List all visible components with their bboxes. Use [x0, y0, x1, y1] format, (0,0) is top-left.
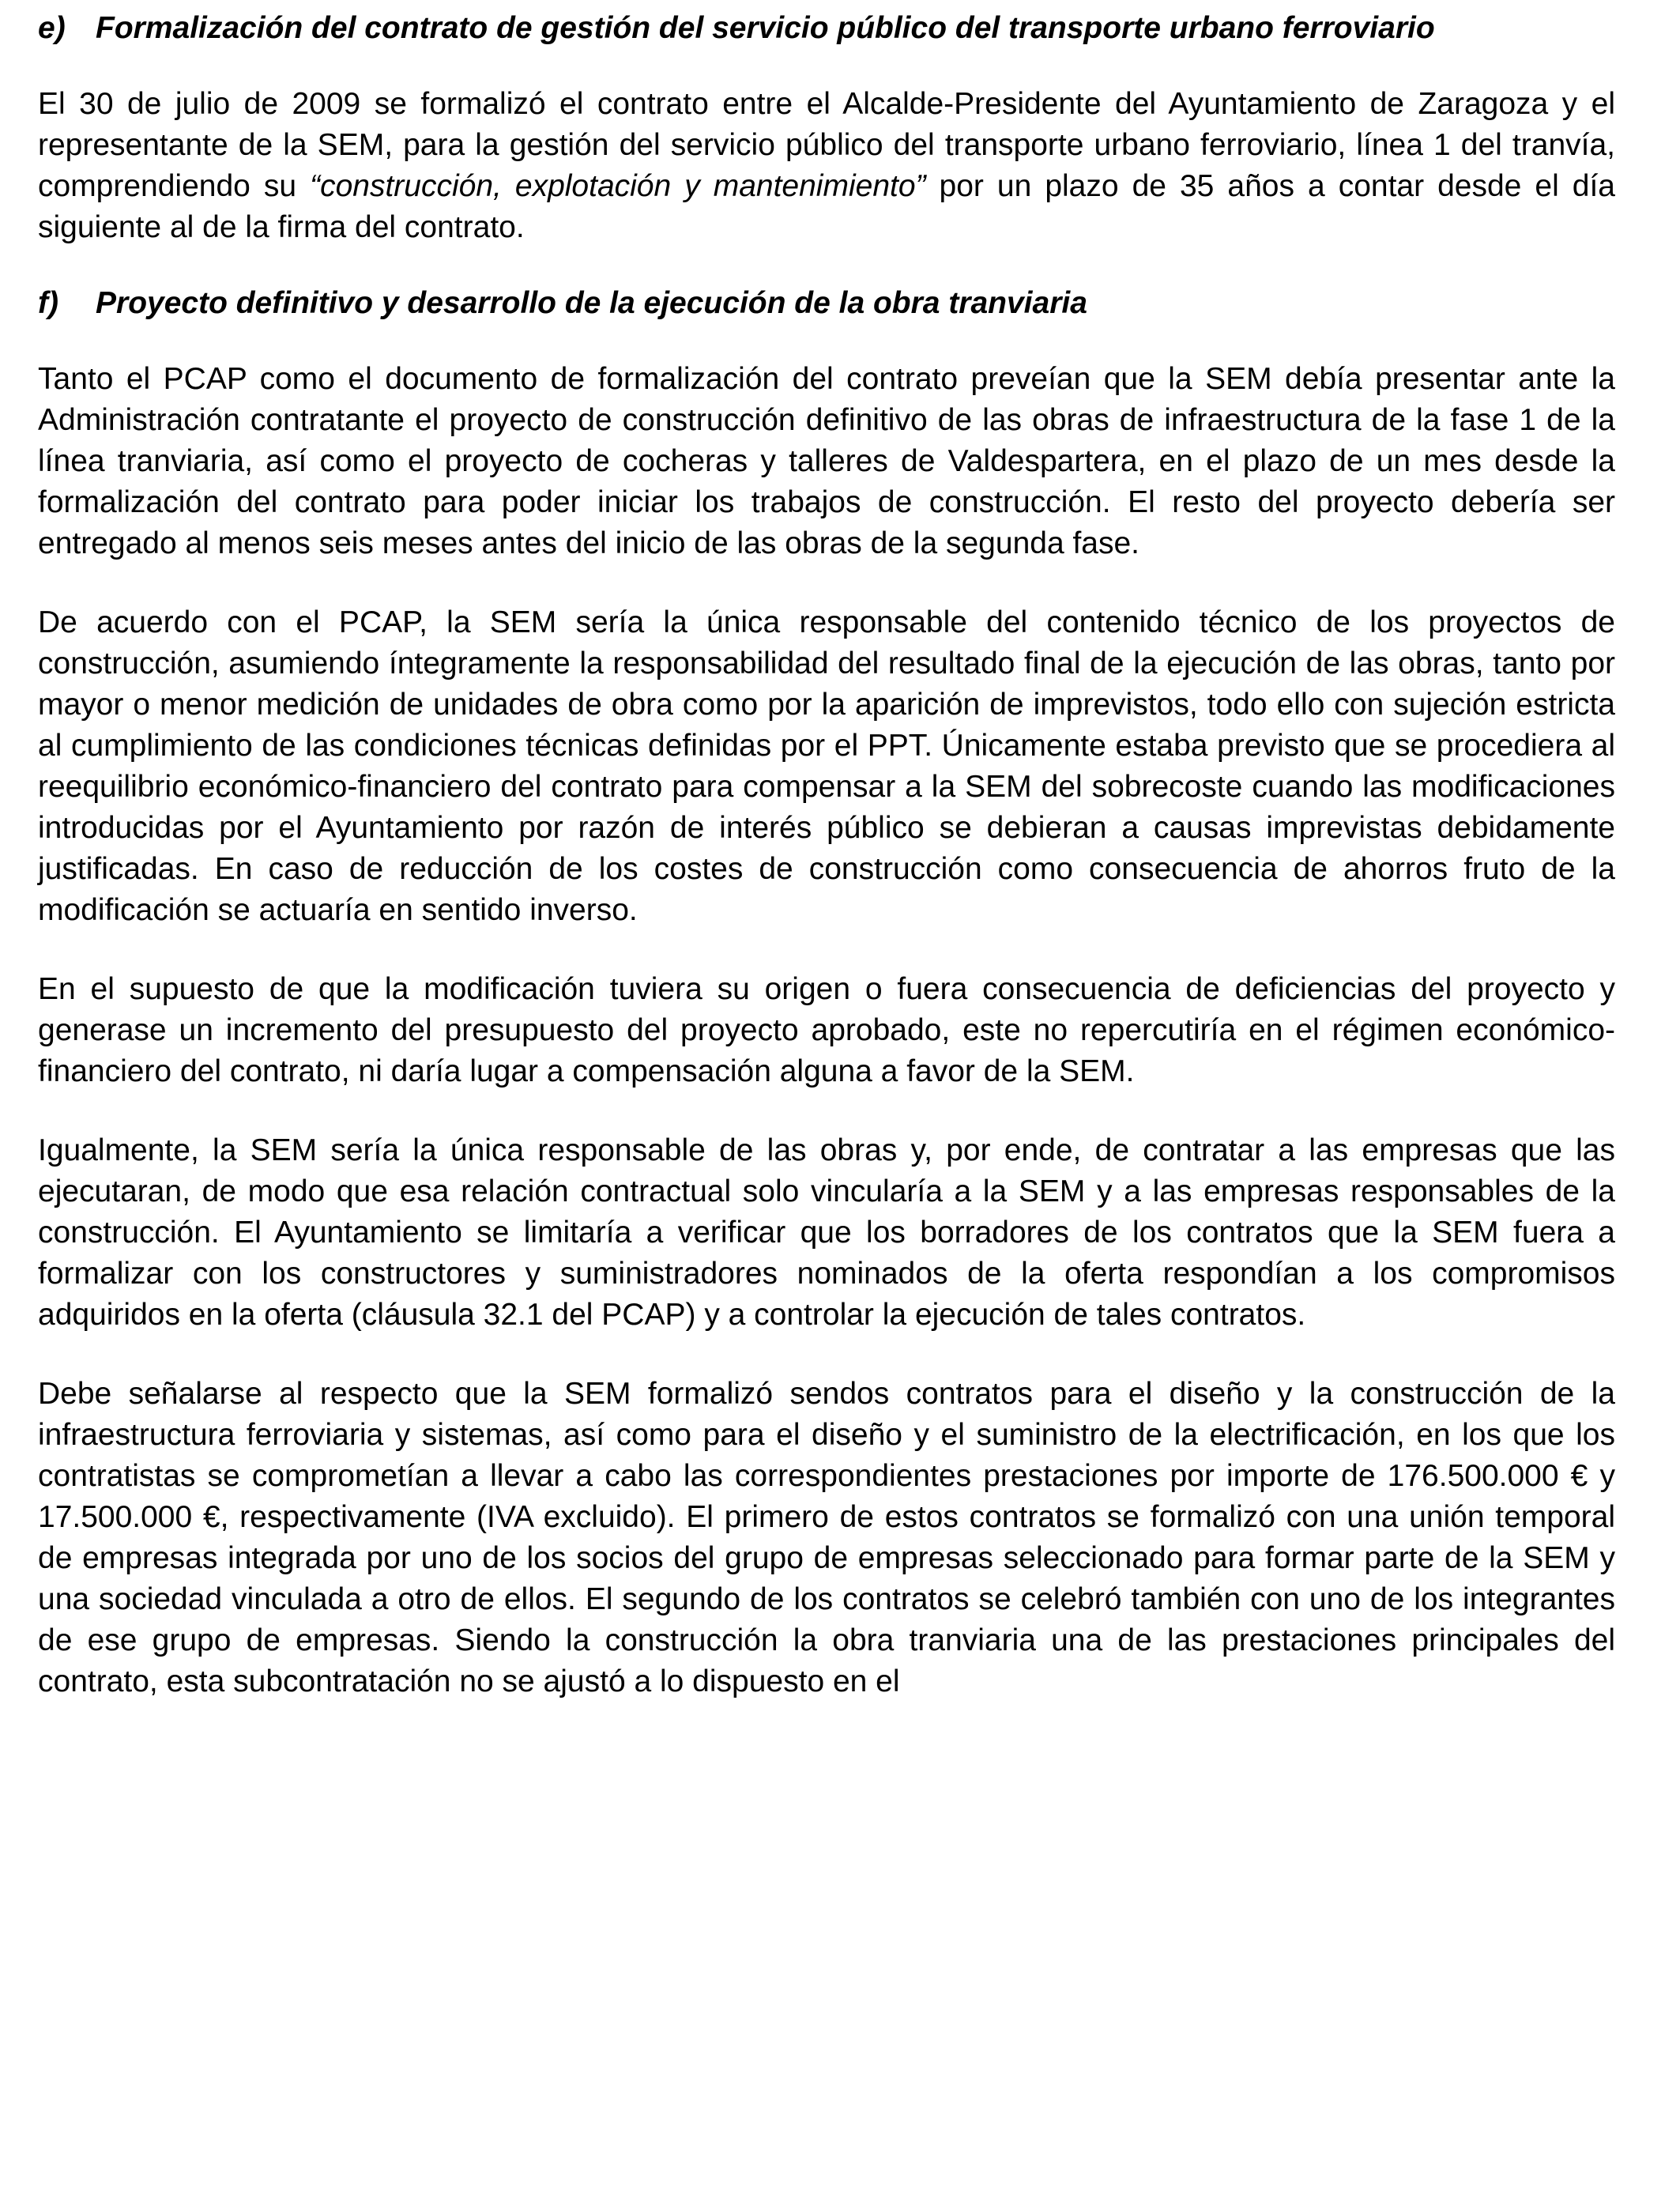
section-heading-f — [38, 283, 1615, 324]
section-title: Proyecto definitivo y desarrollo de la ejecución de la obra tranviaria — [96, 286, 1087, 320]
quoted-text: “construcción, explotación y mantenimiento” — [310, 169, 926, 203]
document-page — [38, 8, 1615, 1702]
paragraph-text: por un plazo de 35 años a contar desde el día siguiente al de la firma del contrato. — [38, 169, 1615, 244]
paragraph: Tanto el PCAP como el documento de formalización del contrato preveían que la SEM debía presentar ante la Administración contratante el proyecto de construcción definitivo de las obras de infraestructura de la fase 1 de la línea tranviaria, así como el proyecto de cocheras y talleres de Valdespartera, en el plazo de un mes desde la formalización del contrato para poder iniciar los trabajos de construcción. El resto del proyecto debería ser entregado al menos seis meses antes del inicio de las obras de la segunda fase. — [38, 362, 1615, 560]
paragraph: En el supuesto de que la modificación tuviera su origen o fuera consecuencia de deficiencias del proyecto y generase un incremento del presupuesto del proyecto aprobado, este no repercutiría en el régimen económico-financiero del contrato, ni daría lugar a compensación alguna a favor de la SEM. — [38, 972, 1615, 1088]
section-heading-e — [38, 8, 1615, 49]
section-marker: e) — [38, 11, 66, 45]
paragraph: Debe señalarse al respecto que la SEM formalizó sendos contratos para el diseño y la construcción de la infraestructura ferroviaria y sistemas, así como para el diseño y el suministro de la electrificación, en los que los contratistas se comprometían a llevar a cabo las correspondientes prestaciones por importe de 176.500.000 € y 17.500.000 €, respectivamente (IVA excluido). El primero de estos contratos se formalizó con una unión temporal de empresas integrada por uno de los socios del grupo de empresas seleccionado para formar parte de la SEM y una sociedad vinculada a otro de ellos. El segundo de los contratos se celebró también con uno de los integrantes de ese grupo de empresas. Siendo la construcción la obra tranviaria una de las prestaciones principales del contrato, esta subcontratación no se ajustó a lo dispuesto en el — [38, 1377, 1615, 1698]
paragraph — [38, 84, 1615, 248]
paragraph-text: El 30 de julio de 2009 se formalizó el contrato entre el Alcalde-Presidente del Ayuntamiento de Zaragoza y el representante de la SEM, para la gestión del servicio público del transporte urbano ferroviario, línea 1 del tranvía, comprendiendo su — [38, 87, 1615, 203]
section-marker: f) — [38, 286, 58, 320]
section-title: Formalización del contrato de gestión del servicio público del transporte urbano ferroviario — [96, 11, 1435, 45]
paragraph: De acuerdo con el PCAP, la SEM sería la única responsable del contenido técnico de los proyectos de construcción, asumiendo íntegramente la responsabilidad del resultado final de la ejecución de las obras, tanto por mayor o menor medición de unidades de obra como por la aparición de imprevistos, todo ello con sujeción estricta al cumplimiento de las condiciones técnicas definidas por el PPT. Únicamente estaba previsto que se procediera al reequilibrio económico-financiero del contrato para compensar a la SEM del sobrecoste cuando las modificaciones introducidas por el Ayuntamiento por razón de interés público se debieran a causas imprevistas debidamente justificadas. En caso de reducción de los costes de construcción como consecuencia de ahorros fruto de la modificación se actuaría en sentido inverso. — [38, 605, 1615, 927]
paragraph: Igualmente, la SEM sería la única responsable de las obras y, por ende, de contratar a las empresas que las ejecutaran, de modo que esa relación contractual solo vincularía a la SEM y a las empresas responsables de la construcción. El Ayuntamiento se limitaría a verificar que los borradores de los contratos que la SEM fuera a formalizar con los constructores y suministradores nominados de la oferta respondían a los compromisos adquiridos en la oferta (cláusula 32.1 del PCAP) y a controlar la ejecución de tales contratos. — [38, 1133, 1615, 1332]
